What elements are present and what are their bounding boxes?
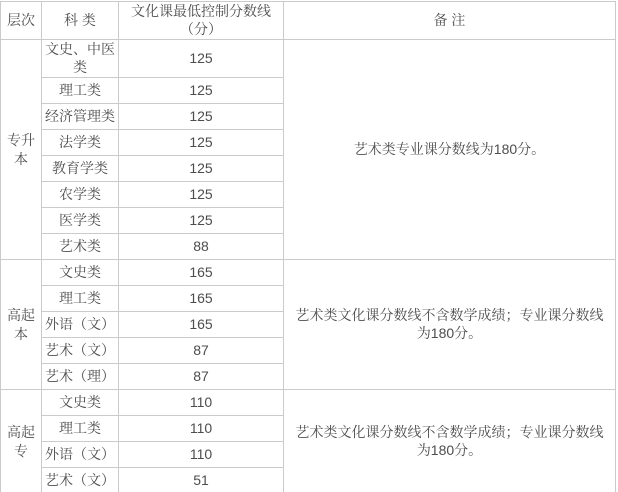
score-cell: 110 [119,416,284,442]
score-cell: 88 [119,234,284,260]
category-cell: 文史类 [42,390,119,416]
category-cell: 农学类 [42,182,119,208]
category-cell: 理工类 [42,416,119,442]
category-cell: 艺术（理） [42,364,119,390]
score-cell: 110 [119,442,284,468]
header-level: 层次 [1,2,42,40]
remark-cell: 艺术类文化课分数线不含数学成绩；专业课分数线为180分。 [284,390,616,492]
remark-cell: 艺术类专业课分数线为180分。 [284,40,616,260]
level-cell: 高起本 [1,260,42,390]
score-cell: 110 [119,390,284,416]
score-table-body [1,40,616,492]
score-cell: 125 [119,40,284,78]
category-cell: 经济管理类 [42,104,119,130]
score-cell: 125 [119,78,284,104]
score-cell: 87 [119,338,284,364]
score-table [0,1,616,492]
category-cell: 艺术（文） [42,338,119,364]
score-cell: 165 [119,260,284,286]
category-cell: 艺术类 [42,234,119,260]
table-row [1,260,616,286]
header-score-line [119,2,284,40]
category-cell: 文史、中医类 [42,40,119,78]
header-row [1,2,616,40]
score-cell: 125 [119,156,284,182]
header-remark: 备 注 [284,2,616,40]
level-cell: 高起专 [1,390,42,492]
category-cell: 艺术（文） [42,468,119,492]
level-cell: 专升本 [1,40,42,260]
category-cell: 教育学类 [42,156,119,182]
category-cell: 理工类 [42,286,119,312]
category-cell: 法学类 [42,130,119,156]
remark-cell: 艺术类文化课分数线不含数学成绩；专业课分数线为180分。 [284,260,616,390]
category-cell: 外语（文） [42,442,119,468]
score-cell: 125 [119,208,284,234]
score-cell: 125 [119,130,284,156]
category-cell: 医学类 [42,208,119,234]
score-cell: 51 [119,468,284,492]
header-category: 科 类 [42,2,119,40]
score-cell: 165 [119,312,284,338]
table-row [1,390,616,416]
score-cell: 125 [119,104,284,130]
score-cell: 165 [119,286,284,312]
category-cell: 文史类 [42,260,119,286]
category-cell: 理工类 [42,78,119,104]
table-row [1,40,616,78]
header-score-line-text: 文化课最低控制分数线（分） [131,3,271,37]
category-cell: 外语（文） [42,312,119,338]
score-cell: 125 [119,182,284,208]
score-cell: 87 [119,364,284,390]
